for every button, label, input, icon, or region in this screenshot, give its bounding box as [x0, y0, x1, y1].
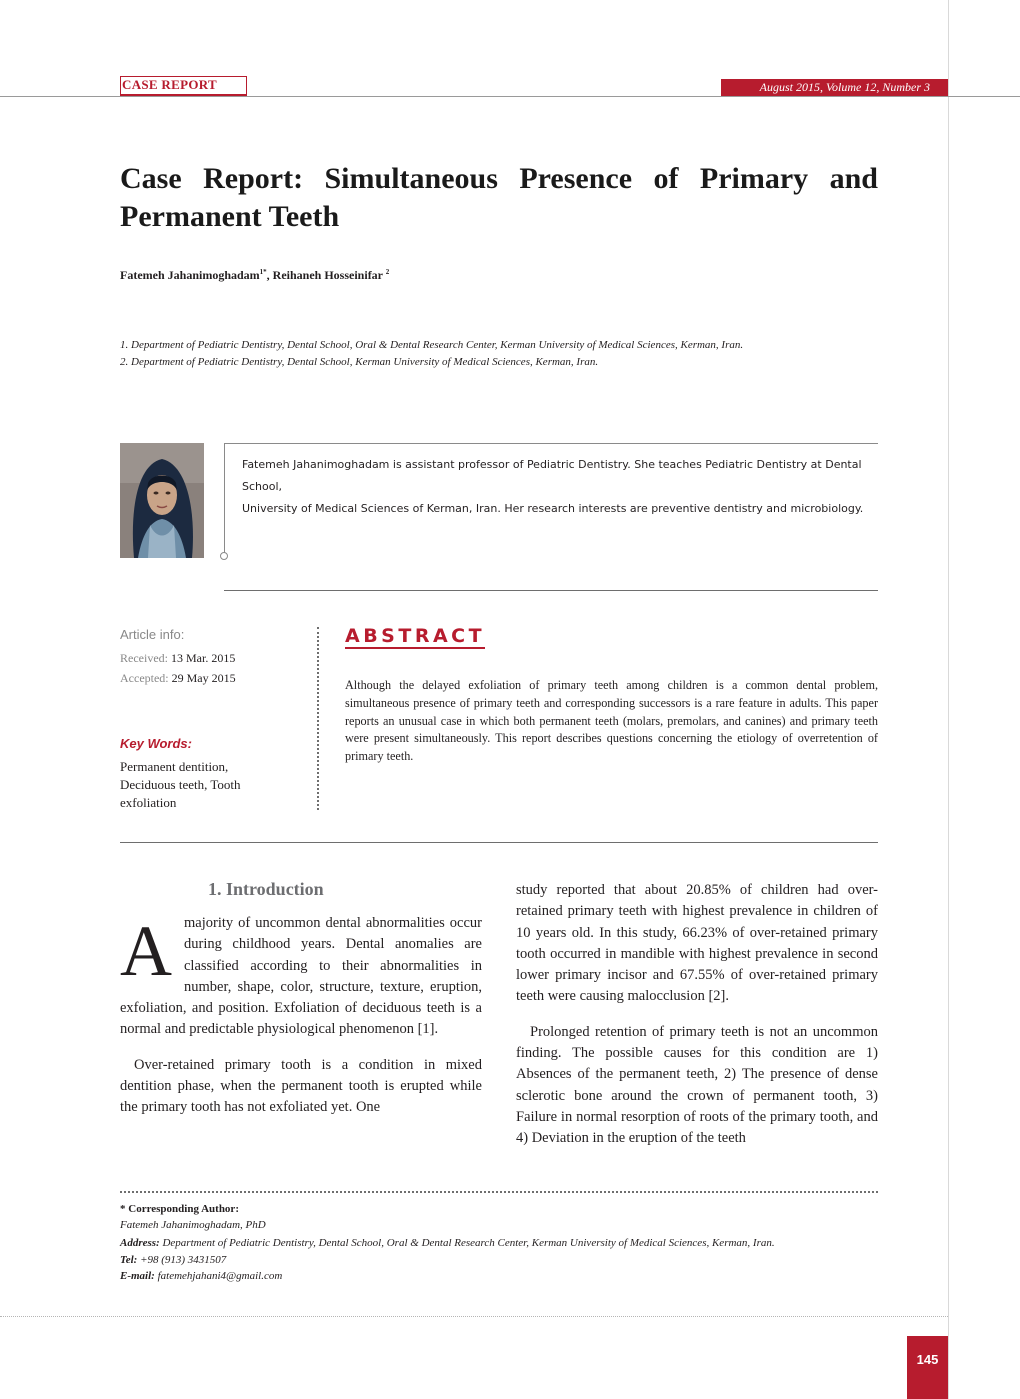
corresponding-name: Fatemeh Jahanimoghadam, PhD [120, 1219, 266, 1231]
bio-top-rule [224, 443, 878, 444]
drop-cap: A [120, 911, 172, 991]
author-1-mark: 1* [259, 268, 267, 276]
section-heading: 1. Introduction [208, 879, 324, 899]
body-right-p1: study reported that about 20.85% of children had over-retained primary teeth with highest prevalence in children of 10 years old. In this study, 66.23% of over-retained primary tooth occurred in mandible with highest prevalence in second lower primary incisor and 67.55% of over-retained primary teeth were causing malocclusion [2]. [516, 882, 878, 1005]
received-date [120, 651, 235, 666]
body-left-column [120, 913, 482, 1119]
body-left-p1: majority of uncommon dental abnormalities occur during childhood years. Dental anomalies are classified according to their abnormalities in number, shape, color, structure, texture, eruption, exfoliation, and position. Exfoliation of deciduous teeth is a normal and predictable physiological phenomenon [1]. [120, 915, 482, 1038]
body-right-p2: Prolonged retention of primary teeth is not an uncommon finding. The possible causes for this condition are 1) Absences of the permanent teeth, 2) The presence of dense sclerotic bone around the crown of permanent tooth, 3) Failure in normal resorption of roots of the primary tooth, and 4) Deviation in the eruption of the teeth [516, 1023, 878, 1147]
bio-connector-dot [220, 552, 228, 560]
author-2: Reihaneh Hosseinifar [272, 268, 383, 282]
bottom-divider [0, 1316, 948, 1317]
author-photo [120, 443, 204, 558]
header-rule [0, 96, 1020, 97]
email-label: E-mail: [120, 1270, 155, 1282]
author-bio-line-2: University of Medical Sciences of Kerman, Iran. Her research interests are preventive dentistry and microbiology. [242, 502, 864, 515]
article-info-label: Article info: [120, 627, 185, 642]
received-label: Received: [120, 651, 168, 665]
corresponding-email [120, 1268, 282, 1284]
bio-bottom-rule [224, 590, 878, 591]
article-title: Case Report: Simultaneous Presence of Primary and Permanent Teeth [120, 162, 878, 233]
author-bio [242, 454, 882, 520]
corresponding-address [120, 1235, 920, 1251]
abstract-heading-underline [345, 647, 485, 649]
email-value: fatemehjahani4@gmail.com [154, 1270, 283, 1282]
corresponding-heading: * Corresponding Author: [120, 1203, 239, 1215]
body-paragraph [120, 913, 482, 1041]
issue-banner: August 2015, Volume 12, Number 3 [721, 79, 948, 96]
accepted-value: 29 May 2015 [171, 671, 236, 685]
author-bio-line-1: Fatemeh Jahanimoghadam is assistant professor of Pediatric Dentistry. She teaches Pediatric Dentistry at Dental School, [242, 458, 862, 493]
address-label: Address: [120, 1237, 160, 1249]
affiliation-2: 2. Department of Pediatric Dentistry, Dental School, Kerman University of Medical Sciences, Kerman, Iran. [120, 356, 599, 368]
corresponding-tel [120, 1252, 226, 1268]
author-separator: , [266, 268, 273, 282]
author-line [120, 268, 389, 283]
abstract-heading: ABSTRACT [345, 625, 486, 647]
info-divider [317, 627, 319, 810]
abstract-text: Although the delayed exfoliation of primary teeth among children is a common dental problem, simultaneous presence of primary teeth and corresponding successors is a rare feature in adults. This paper reports an unusual case in which both permanent teeth (molars, premolars, and canines) and primary teeth were present simultaneously. This report describes questions concerning the etiology of overretention of primary teeth. [345, 678, 878, 764]
tel-value: +98 (913) 3431507 [137, 1254, 227, 1266]
received-value: 13 Mar. 2015 [170, 651, 236, 665]
page-number: 145 [907, 1336, 948, 1399]
author-2-mark: 2 [385, 268, 390, 276]
affiliation-1: 1. Department of Pediatric Dentistry, Dental School, Oral & Dental Research Center, Kerman University of Medical Sciences, Kerman, Iran. [120, 339, 744, 351]
footnote-divider [120, 1191, 878, 1193]
address-value: Department of Pediatric Dentistry, Dental School, Oral & Dental Research Center, Kerman University of Medical Sciences, Kerman, Iran. [159, 1237, 775, 1249]
body-left-p2: Over-retained primary tooth is a condition in mixed dentition phase, when the permanent tooth is erupted while the primary tooth has not exfoliated yet. One [120, 1056, 482, 1116]
author-portrait-icon [120, 443, 204, 558]
page-edge-rule [948, 0, 949, 1399]
section-tag: CASE REPORT [122, 77, 217, 92]
keywords-heading: Key Words: [120, 736, 192, 751]
author-1: Fatemeh Jahanimoghadam [120, 268, 260, 282]
accepted-label: Accepted: [120, 671, 169, 685]
abstract-bottom-rule [120, 842, 878, 843]
accepted-date [120, 671, 236, 686]
tel-label: Tel: [120, 1254, 138, 1266]
body-right-column [516, 880, 878, 1150]
bio-connector-line [224, 443, 225, 553]
keywords-list: Permanent dentition, Deciduous teeth, Tooth exfoliation [120, 759, 241, 810]
